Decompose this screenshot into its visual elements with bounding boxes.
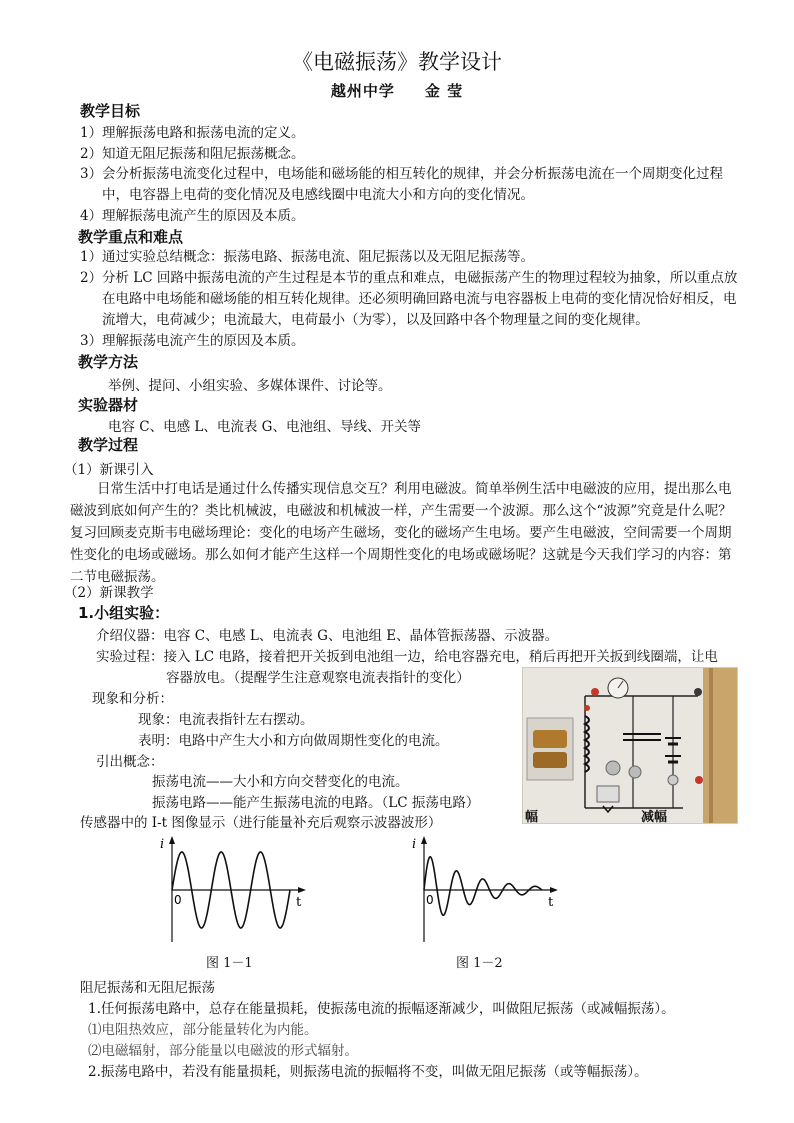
procedure-text-2: 容器放电。（提醒学生注意观察电流表指针的变化）	[166, 670, 470, 686]
figure-1-1-caption: 图 1－1	[206, 956, 253, 971]
lc-circuit-illustration	[523, 668, 737, 823]
keypoint-item: 1） 通过实验总结概念：振荡电路、振荡电流、阻尼振荡以及无阻尼振荡等。	[80, 249, 534, 265]
indicates-text: 表明：电路中产生大小和方向做周期性变化的电流。	[138, 733, 449, 749]
procedure-text-1: 实验过程：接入 LC 电路，接着把开关扳到电池组一边，给电容器充电，稍后再把开关扳到线圈端，让电	[96, 649, 718, 665]
photo-label-amplitude: 幅	[525, 810, 539, 824]
process-heading: 教学过程	[78, 436, 139, 454]
x-axis-arrow	[550, 887, 558, 893]
current-curve	[424, 857, 542, 915]
page-title: 《电磁振荡》教学设计	[292, 50, 502, 74]
x-axis-label: t	[548, 895, 554, 910]
goal-item: 4） 理解振荡电流产生的原因及本质。	[80, 208, 305, 224]
phenomenon-heading: 现象和分析：	[92, 691, 173, 707]
school-name: 越州中学	[330, 82, 395, 100]
new-lesson-heading: （2）新课教学	[64, 585, 154, 601]
lc-circuit-photo	[522, 667, 738, 824]
goal-item: 1） 理解振荡电路和振荡电流的定义。	[80, 125, 305, 141]
equipment-heading: 实验器材	[78, 396, 139, 414]
keypoints-heading: 教学重点和难点	[78, 228, 184, 246]
photo-label-damped: 减幅	[641, 810, 668, 824]
goal-item: 2） 知道无阻尼振荡和阻尼振荡概念。	[80, 146, 305, 162]
undamped-graph	[150, 830, 320, 950]
instruments-text: 介绍仪器：电容 C、电感 L、电流表 G、电池组 E、晶体管振荡器、示波器。	[96, 628, 559, 644]
figure-1-2-caption: 图 1－2	[456, 956, 503, 971]
intro-heading: （1）新课引入	[64, 462, 154, 478]
origin-label: 0	[426, 893, 434, 907]
concept-heading: 引出概念：	[96, 754, 164, 770]
equipment-text: 电容 C、电感 L、电流表 G、电池组、导线、开关等	[108, 419, 421, 435]
x-axis-label: t	[296, 895, 302, 910]
methods-heading: 教学方法	[78, 353, 139, 371]
damped-graph	[402, 830, 572, 950]
author-line	[0, 80, 794, 101]
y-axis-label: i	[160, 837, 165, 852]
figure-damped	[402, 830, 572, 950]
sensor-text: 传感器中的 I-t 图像显示（进行能量补充后观察示波器波形）	[80, 815, 442, 831]
goal-item: 3） 会分析振荡电流变化过程中，电场能和磁场能的相互转化的规律，并会分析振荡电流在一个周期变化过程中，电容器上电荷的变化情况及电感线圈中电流大小和方向的变化情况。	[80, 166, 723, 203]
y-axis-label: i	[412, 837, 417, 852]
phenomenon-text: 现象：电流表指针左右摆动。	[138, 712, 314, 728]
concept-oscillating-current: 振荡电流——大小和方向交替变化的电流。	[152, 774, 409, 790]
keypoint-item: 2） 分析 LC 回路中振荡电流的产生过程是本节的重点和难点，电磁振荡产生的物理过程较为抽象，所以重点放在电路中电场能和磁场能的相互转化规律。还必须明确回路电流与电容器板上电荷的变化情况恰好相反，电流增大，电荷减少；电流最大，电荷最小（为零），以及回路中各个物理量之间的变化规律。	[80, 270, 738, 328]
origin-label: 0	[174, 893, 182, 907]
concept-oscillating-circuit: 振荡电路——能产生振荡电流的电路。（LC 振荡电路）	[152, 795, 480, 811]
damping-heading: 阻尼振荡和无阻尼振荡	[80, 980, 215, 996]
keypoint-item: 3） 理解振荡电流产生的原因及本质。	[80, 333, 305, 349]
damping-sub-2: ⑵电磁辐射，部分能量以电磁波的形式辐射。	[88, 1043, 358, 1059]
goals-heading: 教学目标	[80, 102, 141, 120]
damping-item-2: 2.振荡电路中，若没有能量损耗，则振荡电流的振幅将不变，叫做无阻尼振荡（或等幅振荡）。	[88, 1064, 648, 1080]
damping-item-1: 1.任何振荡电路中，总存在能量损耗，使振荡电流的振幅逐渐减少，叫做阻尼振荡（或减幅振荡）。	[88, 1001, 675, 1017]
figure-undamped	[150, 830, 320, 950]
y-axis-arrow	[421, 836, 427, 844]
methods-text: 举例、提问、小组实验、多媒体课件、讨论等。	[108, 378, 392, 394]
y-axis-arrow	[169, 836, 175, 844]
author-name: 金 莹	[424, 82, 464, 100]
intro-paragraph: 日常生活中打电话是通过什么传播实现信息交互？利用电磁波。简单举例生活中电磁波的应用，提出那么电磁波到底如何产生的？类比机械波，电磁波和机械波一样，产生需要一个波源。那么这个“波源”究竟是什么呢？复习回顾麦克斯韦电磁场理论：变化的电场产生磁场，变化的磁场产生电场。要产生电磁波，空间需要一个周期性变化的电场或磁场。那么如何才能产生这样一个周期性变化的电场或磁场呢？这就是今天我们学习的内容：第二节电磁振荡。	[70, 481, 732, 585]
damping-sub-1: ⑴电阻热效应，部分能量转化为内能。	[88, 1022, 318, 1038]
group-experiment-heading: 1.小组实验：	[78, 604, 170, 622]
x-axis-arrow	[298, 887, 306, 893]
